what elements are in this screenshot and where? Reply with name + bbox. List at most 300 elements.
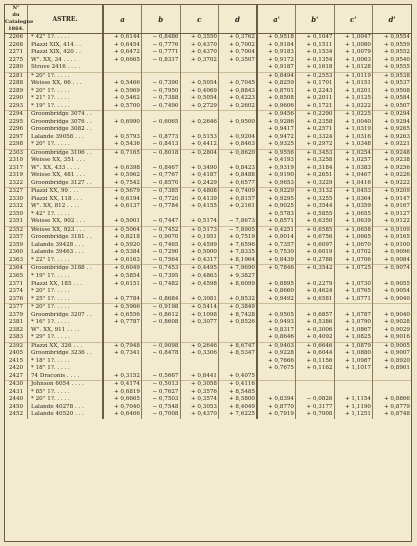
cell-c-prime: + 1,0047 xyxy=(334,34,373,42)
cell-b-prime: + 0,1511 xyxy=(296,42,335,50)
cell-d-prime: + 0,9507 xyxy=(383,102,410,109)
cell-b: − 0,8570 xyxy=(142,180,181,188)
cell-d-prime: + 0,9554 xyxy=(383,34,410,40)
cell-b: − 0,7784 xyxy=(142,203,181,211)
cell-d xyxy=(219,72,258,80)
cell-a: + 0,6049 xyxy=(103,265,142,273)
cell-c: + 0,4370 xyxy=(180,49,219,57)
cell-a: + 0,5462 xyxy=(103,95,142,103)
cell-a: + 0,6990 xyxy=(103,119,142,127)
table-row xyxy=(5,49,411,57)
cell-c: + 0,2646 xyxy=(180,342,219,350)
cell-star-name: Struve 2416 . . . . xyxy=(28,64,104,72)
cell-d xyxy=(219,334,258,342)
cell-catalogue-number: 2364 xyxy=(5,265,28,273)
cell-d xyxy=(219,288,258,296)
cell-catalogue-number: 2371 xyxy=(5,281,28,289)
cell-d: + 7,6225 xyxy=(219,411,258,419)
cell-a-prime xyxy=(257,273,296,281)
cell-c: + 0,4863 xyxy=(180,273,219,281)
cell-c-prime: + 1,0787 xyxy=(334,312,373,320)
cell-star-name: 74 Draconis . . . . xyxy=(28,373,104,381)
cell-c: + 0,2804 xyxy=(180,149,219,157)
table-row xyxy=(5,365,411,373)
cell-a-prime xyxy=(257,304,296,312)
cell-catalogue-number: 2431 xyxy=(5,389,28,397)
cell-catalogue-number: 2290 xyxy=(5,95,28,103)
cell-star-name: * 16° 1?. . . . . xyxy=(28,319,104,327)
cell-d xyxy=(219,111,258,119)
cell-catalogue-number: 2289 xyxy=(5,88,28,96)
cell-c-prime xyxy=(334,373,373,381)
cell-d-prime: + 0,9538 xyxy=(373,72,412,80)
cell-catalogue-number: 2440 xyxy=(5,396,28,404)
cell-c xyxy=(180,157,219,165)
cell-b-prime: + 0,2011 xyxy=(296,95,335,103)
cell-d-prime xyxy=(373,373,412,381)
cell-b-prime: + 0,3324 xyxy=(296,134,335,142)
cell-catalogue-number: 2288 xyxy=(5,80,28,88)
cell-a: + 0,6151 xyxy=(103,281,142,289)
cell-d: + 0,8488 xyxy=(219,172,258,180)
cell-c-prime: + 1,0453 xyxy=(334,188,373,196)
cell-a-prime: + 0,4251 xyxy=(257,226,296,234)
cell-star-name: Weisse XX, 66 . . . xyxy=(28,80,104,88)
cell-d-prime: + 0,9109 xyxy=(373,226,412,234)
table-row xyxy=(5,95,411,103)
cell-star-name: Piazzi XX, 185 . . . xyxy=(28,281,104,289)
cell-catalogue-number: 2281 xyxy=(5,72,28,80)
cell-c-prime: + 1,0790 xyxy=(334,319,373,327)
cell-a: + 0,5920 xyxy=(103,242,142,250)
cell-star-name: Groombridge 3236 . . xyxy=(28,350,104,358)
cell-catalogue-number: 2280 xyxy=(5,64,28,72)
cell-a: + 0,6819 xyxy=(103,389,142,397)
cell-d xyxy=(219,358,258,366)
cell-c: + 0,3550 xyxy=(180,34,219,42)
cell-star-name: Groombridge 3074 . . xyxy=(28,111,104,119)
cell-star-name: * 29° 1?. . . . . xyxy=(28,334,104,342)
cell-a xyxy=(103,72,142,80)
cell-b: − 0,9070 xyxy=(142,234,181,242)
cell-c: + 0,3077 xyxy=(180,319,219,327)
cell-b: − 0,8317 xyxy=(142,57,181,65)
cell-d-prime: + 0,9029 xyxy=(383,326,410,333)
cell-a: + 0,6454 xyxy=(103,42,142,50)
cell-a-prime: + 0,7846 xyxy=(257,265,296,273)
cell-c: + 0,2729 xyxy=(180,103,219,111)
cell-a-prime: + 0,9456 xyxy=(257,111,296,119)
cell-a-prime: + 0,9228 xyxy=(257,350,296,358)
cell-b xyxy=(142,64,181,72)
cell-a-prime: + 0,9325 xyxy=(257,141,296,149)
cell-b-prime xyxy=(296,273,335,281)
header-star: ASTRE. xyxy=(28,5,104,34)
cell-d-prime xyxy=(373,381,412,389)
table-row xyxy=(5,327,411,335)
cell-c-prime: + 1,1017 xyxy=(334,365,373,373)
cell-star-name: * 85° 1?. . . . . xyxy=(28,389,104,397)
cell-catalogue-number: 2266 xyxy=(5,34,28,42)
cell-a-prime: + 0,8895 xyxy=(257,281,296,289)
header-b: b xyxy=(142,5,181,34)
cell-d-prime: + 0,8779 xyxy=(383,403,410,410)
cell-b-prime: + 0,1721 xyxy=(296,103,335,111)
cell-d: − 7,8673 xyxy=(219,218,258,226)
cell-b-prime: + 0,2651 xyxy=(296,172,335,180)
cell-a xyxy=(103,111,142,119)
cell-d-prime: + 0,9165 xyxy=(383,234,410,241)
cell-b-prime: + 0,5386 xyxy=(296,319,335,327)
cell-b-prime: + 0,3255 xyxy=(296,196,335,204)
cell-star-name: * 20° 1?. . . . . xyxy=(28,88,104,96)
cell-d: + 0,3762 xyxy=(219,34,258,42)
cell-a-prime: + 0,9319 xyxy=(257,165,296,173)
cell-b xyxy=(142,327,181,335)
cell-d-prime: + 0,8866 xyxy=(383,396,410,403)
cell-b-prime: + 0,3006 xyxy=(296,327,335,335)
cell-c-prime: + 1,0383 xyxy=(334,165,373,173)
cell-c-prime: + 1,0128 xyxy=(334,64,373,72)
cell-d-prime: + 0,9054 xyxy=(383,288,410,295)
header-catalogue-number: N° du Catalogue 1864. xyxy=(5,5,34,32)
cell-a: + 0,6137 xyxy=(103,203,142,211)
cell-b: − 0,8478 xyxy=(142,350,181,358)
cell-c-prime: + 1,0225 xyxy=(334,111,373,119)
cell-b-prime: + 0,3184 xyxy=(296,165,335,173)
cell-d: + 0,4223 xyxy=(219,95,258,103)
cell-a: + 0,5962 xyxy=(103,172,142,180)
cell-b: − 0,7395 xyxy=(142,273,181,281)
cell-a-prime: + 0,8646 xyxy=(257,334,296,342)
table-row xyxy=(5,165,411,173)
cell-c: + 0,5054 xyxy=(180,80,219,88)
cell-star-name: Groombridge 3188 . . xyxy=(28,265,104,273)
cell-c-prime: + 1,0063 xyxy=(334,57,373,65)
cell-d: + 0,2161 xyxy=(219,203,258,211)
cell-c: + 0,5173 xyxy=(180,226,219,234)
cell-catalogue-number: 2350 xyxy=(5,211,28,219)
table-row xyxy=(5,134,411,142)
cell-b-prime xyxy=(296,389,335,397)
cell-b-prime xyxy=(296,373,335,381)
cell-d: + 7,8335 xyxy=(219,249,258,257)
table-row xyxy=(5,273,411,281)
cell-d-prime: + 0,9147 xyxy=(383,195,410,202)
table-row xyxy=(5,180,411,188)
table-row xyxy=(5,203,411,211)
cell-b: − 0,7771 xyxy=(142,49,181,57)
table-row xyxy=(5,64,411,72)
cell-d-prime: + 0,9127 xyxy=(383,210,410,217)
cell-b-prime: + 0,7008 xyxy=(296,411,335,419)
cell-d: + 0,9204 xyxy=(219,134,258,142)
cell-a-prime: + 0,9403 xyxy=(257,342,296,350)
cell-a xyxy=(103,211,142,219)
cell-d-prime: + 0,9508 xyxy=(383,87,410,94)
cell-a xyxy=(103,358,142,366)
cell-b: − 0,7627 xyxy=(142,389,181,397)
cell-d-prime: + 0,9040 xyxy=(383,311,410,318)
table-row xyxy=(5,288,411,296)
cell-star-name: Groombridge 3082 . . xyxy=(28,126,104,134)
cell-d-prime: + 0,9005 xyxy=(373,342,412,350)
cell-d: + 0,3507 xyxy=(219,57,258,65)
cell-c-prime: + 1,0880 xyxy=(334,350,373,358)
cell-a-prime: + 0,9417 xyxy=(257,126,296,134)
cell-c-prime xyxy=(334,389,373,397)
cell-a: + 0,5969 xyxy=(103,88,142,96)
cell-b: − 0,7390 xyxy=(142,80,181,88)
cell-b-prime: + 0,3453 xyxy=(296,149,335,157)
cell-a: + 0,3152 xyxy=(103,373,142,381)
cell-catalogue-number: 2392 xyxy=(5,342,28,350)
cell-star-name: W°. XX, 911 . . . . xyxy=(28,327,104,335)
cell-a: + 0,5793 xyxy=(103,134,142,142)
cell-star-name: Piazzi XX, 99 . . . xyxy=(28,188,104,196)
cell-star-name: * 18° 1?. . . . . xyxy=(28,365,104,373)
cell-d xyxy=(219,327,258,335)
cell-d: + 8,5485 xyxy=(219,389,258,397)
cell-b: − 0,7008 xyxy=(142,411,181,419)
cell-c-prime: + 1,1154 xyxy=(334,396,373,404)
cell-b: − 0,6065 xyxy=(142,119,181,127)
cell-c-prime: + 1,0201 xyxy=(334,88,373,96)
cell-a-prime: + 0,9183 xyxy=(257,49,296,57)
cell-c: + 0,3058 xyxy=(180,381,219,389)
cell-c: + 0,4187 xyxy=(180,172,219,180)
cell-catalogue-number: 2319 xyxy=(5,172,28,180)
cell-d: + 0,8463 xyxy=(219,141,258,149)
cell-catalogue-number: 2359 xyxy=(5,242,28,250)
cell-b-prime: + 0,6097 xyxy=(296,242,335,250)
cell-b: − 0,7453 xyxy=(142,265,181,273)
cell-b: − 0,8413 xyxy=(142,141,181,149)
table-row xyxy=(5,218,411,226)
cell-star-name: W°. XX, 34 . . . . xyxy=(28,57,104,65)
cell-b-prime: + 0,3229 xyxy=(296,180,335,188)
cell-b-prime: + 0,3544 xyxy=(296,203,335,211)
cell-a-prime: + 0,9518 xyxy=(257,34,296,42)
cell-b xyxy=(142,365,181,373)
cell-d: + 0,7519 xyxy=(219,234,258,242)
cell-a: + 0,5436 xyxy=(103,141,142,149)
cell-d: + 8,1964 xyxy=(219,257,258,265)
cell-c: + 0,4155 xyxy=(180,203,219,211)
cell-d: + 7,6596 xyxy=(219,242,258,250)
cell-c: + 0,4069 xyxy=(180,88,219,96)
cell-star-name: * 42° 1?. . . . . xyxy=(28,34,104,42)
cell-c-prime: + 1,0702 xyxy=(334,249,373,257)
cell-d-prime: + 0,9294 xyxy=(373,111,412,119)
cell-a: + 0,6194 xyxy=(103,196,142,204)
cell-catalogue-number: 2297 xyxy=(5,134,28,142)
cell-star-name: W°. XX, 433 . . . . xyxy=(28,165,104,173)
cell-star-name: * 20° 1?. . . . . xyxy=(28,72,104,80)
cell-c-prime: + 1,0040 xyxy=(334,119,373,127)
cell-star-name: Weisse XX, 902 . . . xyxy=(28,218,104,226)
cell-b-prime: + 0,1701 xyxy=(296,80,335,88)
cell-a: + 0,5966 xyxy=(103,304,142,312)
cell-c: + 0,3490 xyxy=(180,165,219,173)
cell-b: − 0,7503 xyxy=(142,396,181,404)
cell-b-prime: + 0,2243 xyxy=(296,88,335,96)
cell-b: − 0,5013 xyxy=(142,381,181,389)
cell-d: + 8,6099 xyxy=(219,281,258,289)
cell-a xyxy=(103,64,142,72)
cell-star-name: Piazzi XX, 118 . . . xyxy=(28,196,104,204)
cell-catalogue-number: 2271 xyxy=(5,49,28,57)
header-c-prime: c' xyxy=(334,5,373,34)
cell-c-prime: + 1,0879 xyxy=(334,342,373,350)
table-row xyxy=(5,381,411,389)
cell-b-prime: + 0,1354 xyxy=(296,57,335,65)
cell-c-prime: + 1,0825 xyxy=(334,334,373,342)
cell-b: − 0,7767 xyxy=(142,172,181,180)
cell-c-prime: + 1,1190 xyxy=(334,404,373,412)
cell-c-prime: + 1,0706 xyxy=(334,257,373,265)
cell-b: − 0,8773 xyxy=(142,134,181,142)
cell-star-name: Groombridge 3127 . . xyxy=(28,180,104,188)
cell-star-name: * 19° 1?. . . . . xyxy=(28,273,104,281)
cell-b-prime: + 0,4092 xyxy=(296,334,335,342)
table-row xyxy=(5,157,411,165)
cell-c xyxy=(180,64,219,72)
cell-a xyxy=(103,365,142,373)
cell-a-prime: + 0,9025 xyxy=(257,203,296,211)
cell-c: + 0,4808 xyxy=(180,188,219,196)
cell-b: − 0,8467 xyxy=(142,165,181,173)
header-d-prime: d' xyxy=(373,5,412,34)
cell-d: + 0,8526 xyxy=(219,319,258,327)
cell-b: − 0,7385 xyxy=(142,188,181,196)
cell-catalogue-number: 2294 xyxy=(5,111,28,119)
cell-c-prime: + 1,0079 xyxy=(334,49,373,57)
cell-c: + 0,5174 xyxy=(180,218,219,226)
cell-star-name: * 18° 1?. . . . . xyxy=(28,358,104,366)
cell-catalogue-number: 2332 xyxy=(5,203,28,211)
cell-d: − 7,8905 xyxy=(219,226,258,234)
cell-c-prime: + 1,0867 xyxy=(334,327,373,335)
cell-b xyxy=(142,288,181,296)
cell-c: + 0,5054 xyxy=(180,95,219,103)
cell-b-prime: + 0,3258 xyxy=(296,157,335,165)
table-row xyxy=(5,141,411,149)
cell-a-prime: + 0,8660 xyxy=(257,288,296,296)
cell-star-name: Groombridge 3181 . . xyxy=(28,234,104,242)
cell-c-prime: + 1,0254 xyxy=(334,149,373,157)
cell-c-prime: + 1,0364 xyxy=(334,196,373,204)
cell-b xyxy=(142,358,181,366)
cell-catalogue-number: 2374 xyxy=(5,288,28,296)
cell-c: + 0,3306 xyxy=(180,350,219,358)
cell-catalogue-number: 2430 xyxy=(5,381,28,389)
cell-b-prime: + 0,1162 xyxy=(296,365,335,373)
cell-b: − 0,5667 xyxy=(142,373,181,381)
cell-catalogue-number: 2330 xyxy=(5,196,28,204)
cell-a-prime: + 0,7357 xyxy=(257,242,296,250)
cell-a-prime xyxy=(257,381,296,389)
cell-star-name: * 19° 1?. . . . . xyxy=(28,103,104,111)
cell-c: + 0,5414 xyxy=(180,304,219,312)
cell-catalogue-number: 2405 xyxy=(5,350,28,358)
table-row xyxy=(5,57,411,65)
cell-a: + 0,6398 xyxy=(103,165,142,173)
cell-d-prime: + 0,9221 xyxy=(383,141,410,148)
table-row xyxy=(5,88,411,96)
cell-d: + 0,7002 xyxy=(219,42,258,50)
cell-a-prime: + 0,8317 xyxy=(257,327,296,335)
cell-c-prime: + 1,0987 xyxy=(334,358,373,366)
cell-catalogue-number: 2317 xyxy=(5,165,28,173)
cell-a: + 0,6144 xyxy=(103,34,142,42)
header-a-prime: a' xyxy=(257,5,296,34)
cell-c: + 0,4139 xyxy=(180,196,219,204)
table-row xyxy=(5,211,411,219)
cell-a: + 0,5854 xyxy=(103,273,142,281)
cell-star-name: * 25° 1?. . . . . xyxy=(28,296,104,304)
cell-c: + 0,4317 xyxy=(180,257,219,265)
table-row xyxy=(5,396,411,404)
cell-d xyxy=(219,157,258,165)
table-row xyxy=(5,257,411,265)
cell-d-prime xyxy=(373,304,412,312)
cell-d-prime: + 0,9055 xyxy=(383,280,410,287)
cell-d-prime: + 0,9540 xyxy=(383,56,410,63)
cell-b-prime xyxy=(296,381,335,389)
cell-b: − 0,7388 xyxy=(142,95,181,103)
cell-a-prime: + 0,7530 xyxy=(257,249,296,257)
cell-star-name: Weisse XX, 351 . . . xyxy=(28,157,104,165)
cell-c-prime: + 1,0119 xyxy=(334,72,373,80)
cell-c-prime: + 1,0639 xyxy=(334,218,373,226)
cell-c xyxy=(180,72,219,80)
cell-b xyxy=(142,72,181,80)
cell-a: + 0,7542 xyxy=(103,180,142,188)
cell-b-prime: + 0,3177 xyxy=(296,404,335,412)
cell-b-prime: + 0,6044 xyxy=(296,350,335,358)
cell-d xyxy=(219,64,258,72)
cell-c: + 0,3702 xyxy=(180,57,219,65)
cell-d-prime: + 0,8920 xyxy=(383,357,410,364)
cell-c-prime: + 1,0725 xyxy=(334,265,373,273)
table-row xyxy=(5,119,411,127)
cell-catalogue-number: 2352 xyxy=(5,226,28,234)
cell-catalogue-number: 2295 xyxy=(5,119,28,127)
table-row xyxy=(5,188,411,196)
cell-d: + 9,3827 xyxy=(219,273,258,281)
cell-star-name: * 22° 1?. . . . . xyxy=(28,257,104,265)
cell-c-prime: + 1,0359 xyxy=(334,203,373,211)
cell-b: − 0,7290 xyxy=(142,249,181,257)
cell-d-prime: + 0,9238 xyxy=(383,157,410,164)
cell-d xyxy=(219,211,258,219)
cell-d: + 0,7045 xyxy=(219,80,258,88)
cell-catalogue-number: 2293 xyxy=(5,103,28,111)
cell-c-prime: + 1,0316 xyxy=(334,134,373,142)
cell-c-prime xyxy=(334,381,373,389)
cell-b-prime: + 0,6646 xyxy=(296,342,335,350)
cell-b-prime: + 0,6581 xyxy=(296,296,335,304)
cell-d-prime: + 0,9028 xyxy=(383,319,410,326)
cell-c: + 0,8441 xyxy=(180,373,219,381)
cell-c xyxy=(180,111,219,119)
cell-d: + 0,7409 xyxy=(219,188,258,196)
cell-b-prime: + 0,1156 xyxy=(296,358,335,366)
cell-catalogue-number: 2310 xyxy=(5,157,28,165)
cell-a xyxy=(103,327,142,335)
cell-a: + 0,7784 xyxy=(103,296,142,304)
